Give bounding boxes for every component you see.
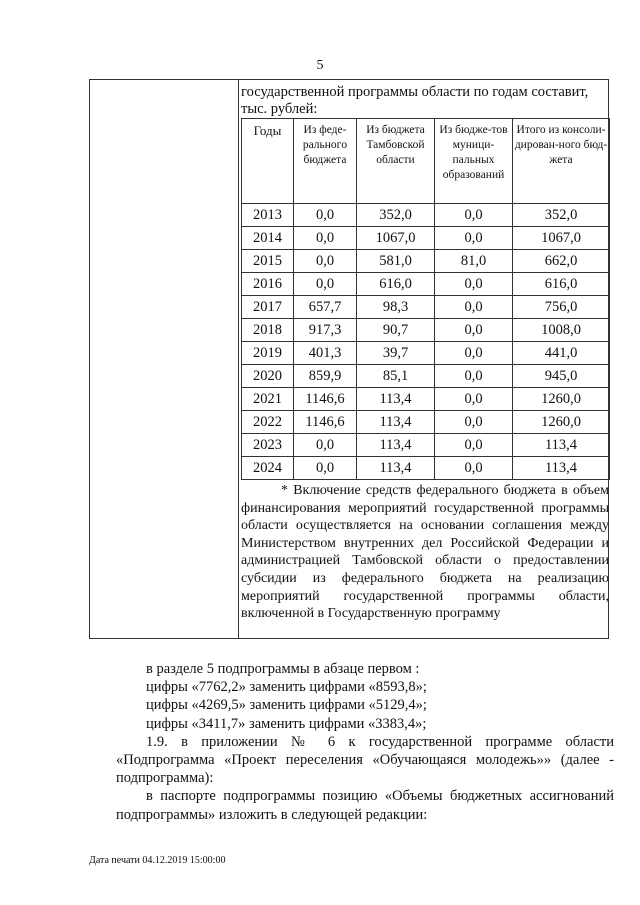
table-cell-year: 2013 bbox=[242, 204, 294, 227]
table-cell-year: 2021 bbox=[242, 388, 294, 411]
table-cell-value: 81,0 bbox=[435, 250, 513, 273]
table-cell-value: 0,0 bbox=[435, 457, 513, 480]
header-years: Годы bbox=[242, 119, 294, 204]
table-cell-value: 859,9 bbox=[294, 365, 357, 388]
table-cell-value: 401,3 bbox=[294, 342, 357, 365]
intro-text: государственной программы области по годам составит, тыс. рублей: bbox=[241, 84, 589, 117]
table-cell-year: 2019 bbox=[242, 342, 294, 365]
footnote bbox=[241, 482, 609, 623]
table-cell-value: 0,0 bbox=[294, 457, 357, 480]
table-cell-value: 113,4 bbox=[513, 457, 610, 480]
table-cell-value: 0,0 bbox=[435, 296, 513, 319]
table-cell-value: 98,3 bbox=[357, 296, 435, 319]
table-cell-year: 2022 bbox=[242, 411, 294, 434]
table-cell-value: 0,0 bbox=[294, 434, 357, 457]
table-cell-value: 0,0 bbox=[435, 319, 513, 342]
table-row bbox=[242, 342, 610, 365]
table-row bbox=[242, 411, 610, 434]
table-cell-value: 1146,6 bbox=[294, 411, 357, 434]
table-cell-year: 2023 bbox=[242, 434, 294, 457]
table-cell-value: 0,0 bbox=[435, 227, 513, 250]
header-federal: Из феде-ральногo бюджета bbox=[294, 119, 357, 204]
table-cell-value: 0,0 bbox=[294, 273, 357, 296]
funding-table bbox=[241, 118, 610, 480]
print-date: Дата печати 04.12.2019 15:00:00 bbox=[89, 855, 226, 866]
table-row bbox=[242, 273, 610, 296]
body-line-replace-2: цифры «4269,5» заменить цифрами «5129,4»; bbox=[146, 697, 427, 714]
table-cell-value: 113,4 bbox=[357, 388, 435, 411]
table-cell-value: 352,0 bbox=[357, 204, 435, 227]
table-cell-value: 113,4 bbox=[357, 411, 435, 434]
table-cell-value: 0,0 bbox=[294, 227, 357, 250]
table-cell-value: 85,1 bbox=[357, 365, 435, 388]
table-cell-value: 1260,0 bbox=[513, 388, 610, 411]
table-cell-year: 2024 bbox=[242, 457, 294, 480]
table-body bbox=[242, 204, 610, 480]
footnote-text: * Включение средств федерального бюджета в объем финансирования мероприятий государственной программы области осуществляется на основании соглашения между Министерством внутренних дел Российской Федерации и администрацией Тамбовской области о предоставлении субсидии из федерального бюджета на реализацию мероприятий государственной программы области, включенной в Государственную программу bbox=[241, 483, 609, 622]
table-cell-value: 945,0 bbox=[513, 365, 610, 388]
table-cell-value: 0,0 bbox=[435, 365, 513, 388]
table-cell-value: 0,0 bbox=[294, 204, 357, 227]
table-cell-value: 756,0 bbox=[513, 296, 610, 319]
body-line-section5: в разделе 5 подпрограммы в абзаце первом : bbox=[146, 661, 420, 677]
table-row bbox=[242, 227, 610, 250]
table-cell-value: 39,7 bbox=[357, 342, 435, 365]
table-cell-value: 113,4 bbox=[513, 434, 610, 457]
table-cell-value: 616,0 bbox=[513, 273, 610, 296]
table-row bbox=[242, 365, 610, 388]
table-cell-value: 1067,0 bbox=[357, 227, 435, 250]
page-number: 5 bbox=[316, 58, 324, 73]
table-cell-value: 352,0 bbox=[513, 204, 610, 227]
column-divider bbox=[238, 80, 239, 638]
header-municipal: Из бюдже-тов муници-пальных образований bbox=[435, 119, 513, 204]
table-cell-value: 0,0 bbox=[435, 411, 513, 434]
table-cell-value: 616,0 bbox=[357, 273, 435, 296]
body-line-replace-3: цифры «3411,7» заменить цифрами «3383,4»; bbox=[146, 715, 427, 732]
body-text bbox=[116, 660, 614, 824]
table-cell-year: 2017 bbox=[242, 296, 294, 319]
table-row bbox=[242, 319, 610, 342]
table-cell-year: 2015 bbox=[242, 250, 294, 273]
table-cell-value: 662,0 bbox=[513, 250, 610, 273]
table-cell-value: 1146,6 bbox=[294, 388, 357, 411]
table-cell-value: 1008,0 bbox=[513, 319, 610, 342]
table-cell-year: 2018 bbox=[242, 319, 294, 342]
body-line-replace-1: цифры «7762,2» заменить цифрами «8593,8»; bbox=[146, 679, 427, 696]
table-row bbox=[242, 296, 610, 319]
table-header-row bbox=[242, 119, 610, 204]
table-cell-value: 90,7 bbox=[357, 319, 435, 342]
header-total: Итого из консоли-дирован-ного бюд-жета bbox=[513, 119, 610, 204]
table-cell-value: 0,0 bbox=[435, 342, 513, 365]
table-row bbox=[242, 457, 610, 480]
table-row bbox=[242, 388, 610, 411]
table-cell-value: 0,0 bbox=[294, 250, 357, 273]
table-cell-value: 0,0 bbox=[435, 388, 513, 411]
table-cell-value: 0,0 bbox=[435, 273, 513, 296]
table-cell-value: 113,4 bbox=[357, 457, 435, 480]
body-paragraph-passport: в паспорте подпрограммы позицию «Объемы бюджетных ассигнований подпрограммы» изложить в следующей редакции: bbox=[116, 788, 614, 823]
table-cell-value: 917,3 bbox=[294, 319, 357, 342]
table-cell-year: 2016 bbox=[242, 273, 294, 296]
table-row bbox=[242, 204, 610, 227]
body-paragraph-appendix: 1.9. в приложении № 6 к государственной программе области «Подпрограмма «Проект переселения «Обучающаяся молодежь»» (далее - подпрограмма): bbox=[116, 733, 614, 787]
table-cell-value: 1067,0 bbox=[513, 227, 610, 250]
table-cell-value: 657,7 bbox=[294, 296, 357, 319]
table-row bbox=[242, 250, 610, 273]
table-cell-value: 0,0 bbox=[435, 434, 513, 457]
table-cell-value: 113,4 bbox=[357, 434, 435, 457]
table-cell-year: 2020 bbox=[242, 365, 294, 388]
table-cell-value: 441,0 bbox=[513, 342, 610, 365]
table-cell-value: 0,0 bbox=[435, 204, 513, 227]
table-cell-value: 581,0 bbox=[357, 250, 435, 273]
header-regional: Из бюджета Тамбовской области bbox=[357, 119, 435, 204]
table-cell-value: 1260,0 bbox=[513, 411, 610, 434]
table-cell-year: 2014 bbox=[242, 227, 294, 250]
table-row bbox=[242, 434, 610, 457]
